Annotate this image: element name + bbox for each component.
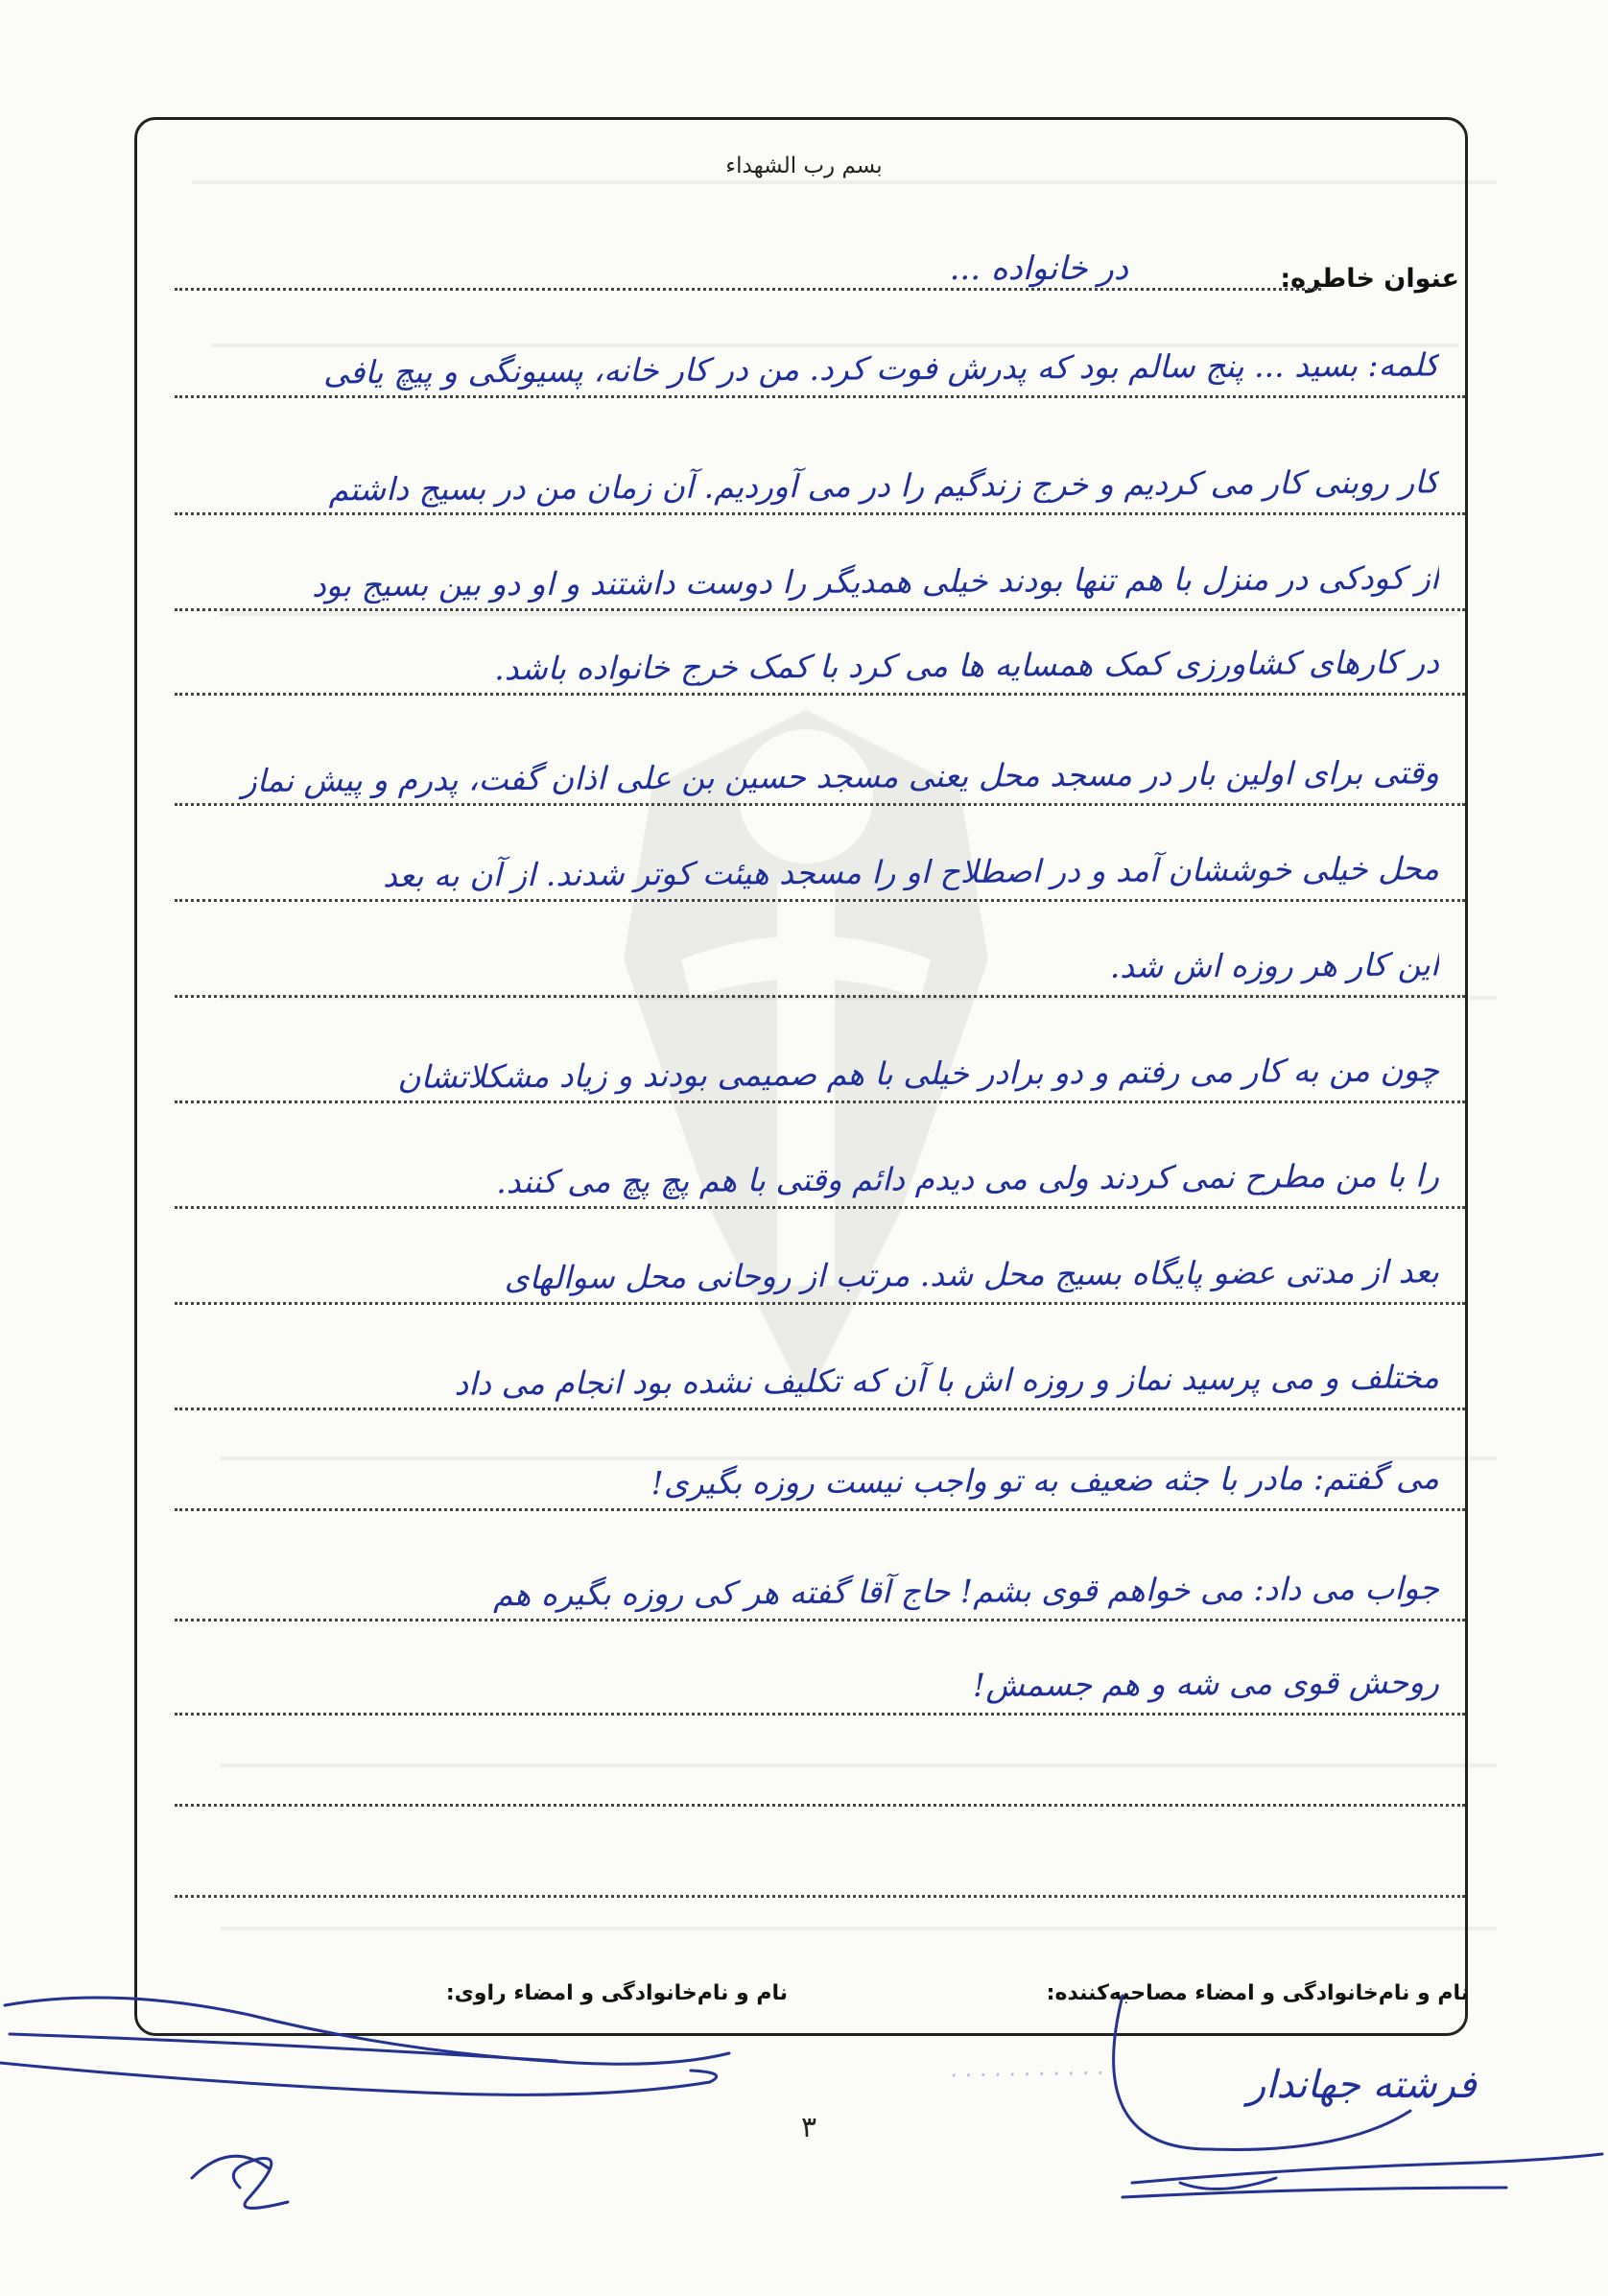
story-line: جواب می داد: می خواهم قوی بشم! حاج آقا گفته هر کی روزه بگیره هم: [492, 1569, 1440, 1614]
dotted-line: [175, 995, 1465, 998]
story-line: محل خیلی خوششان آمد و در اصطلاح او را مسجد هیئت کوتر شدند. از آن به بعد: [382, 849, 1440, 895]
interviewer-label: نام و نام‌خانوادگی و امضاء مصاحبه‌کننده:: [1046, 1981, 1469, 2005]
dotted-line: [175, 395, 1465, 398]
faded-handwriting: · · · · · · · · · · ·: [949, 2059, 1104, 2090]
title-dotted-line: [175, 288, 1321, 291]
interviewer-name: فرشته جهاندار: [1247, 2063, 1477, 2107]
dotted-line: [175, 1713, 1465, 1716]
story-line: را با من مطرح نمی کردند ولی می دیدم دائم وقتی با هم پچ پچ می کنند.: [496, 1156, 1440, 1201]
dotted-line: [175, 1206, 1465, 1209]
dotted-line: [175, 1804, 1465, 1807]
dotted-line: [175, 1101, 1465, 1103]
dotted-line: [175, 1302, 1465, 1305]
story-line: در کارهای کشاورزی کمک همسایه ها می کرد با کمک خرج خانواده باشد.: [494, 643, 1440, 688]
story-line: بعد از مدتی عضو پایگاه بسیج محل شد. مرتب از روحانی محل سوالهای: [504, 1252, 1440, 1297]
dotted-line: [175, 899, 1465, 902]
interviewer-signature: [1103, 1957, 1608, 2245]
dotted-line: [175, 608, 1465, 611]
story-line: روحش قوی می شه و هم جسمش!: [972, 1663, 1440, 1704]
dotted-line: [175, 1895, 1465, 1898]
story-line: کار روبنی کار می کردیم و خرج زندگیم را در می آوردیم. آن زمان من در بسیج داشتم: [328, 462, 1440, 509]
narrator-label: نام و نام‌خانوادگی و امضاء راوی:: [445, 1981, 788, 2005]
page-number: ۳: [801, 2111, 817, 2144]
dotted-line: [175, 693, 1465, 696]
title-label: عنوان خاطره:: [1280, 264, 1459, 294]
dotted-line: [175, 1508, 1465, 1511]
story-line: این کار هر روزه اش شد.: [1109, 945, 1440, 985]
dotted-line: [175, 512, 1465, 515]
story-line: از کودکی در منزل با هم تنها بودند خیلی همدیگر را دوست داشتند و او دو بین بسیج بود: [311, 558, 1440, 604]
story-line: مختلف و می پرسید نماز و روزه اش با آن که تکلیف نشده بود انجام می داد: [454, 1358, 1440, 1403]
story-line: چون من به کار می رفتم و دو برادر خیلی با هم صمیمی بودند و زیاد مشکلاتشان: [397, 1051, 1440, 1096]
story-line: وقتی برای اولین بار در مسجد محل یعنی مسجد حسین بن علی اذان گفت، پدرم و پیش نماز: [241, 753, 1440, 800]
narrator-signature: [0, 1948, 748, 2236]
dotted-line: [175, 1619, 1465, 1621]
dotted-line: [175, 803, 1465, 806]
dotted-line: [175, 1408, 1465, 1410]
header-title: بسم رب الشهداء: [725, 154, 883, 178]
story-line: می گفتم: مادر با جثه ضعیف به تو واجب نیست روزه بگیری!: [650, 1458, 1440, 1503]
title-value: در خانواده ...: [949, 249, 1128, 288]
story-line: کلمه: بسید ... پنج سالم بود که پدرش فوت کرد. من در کار خانه، پسیونگی و پیچ یافی: [322, 345, 1440, 391]
